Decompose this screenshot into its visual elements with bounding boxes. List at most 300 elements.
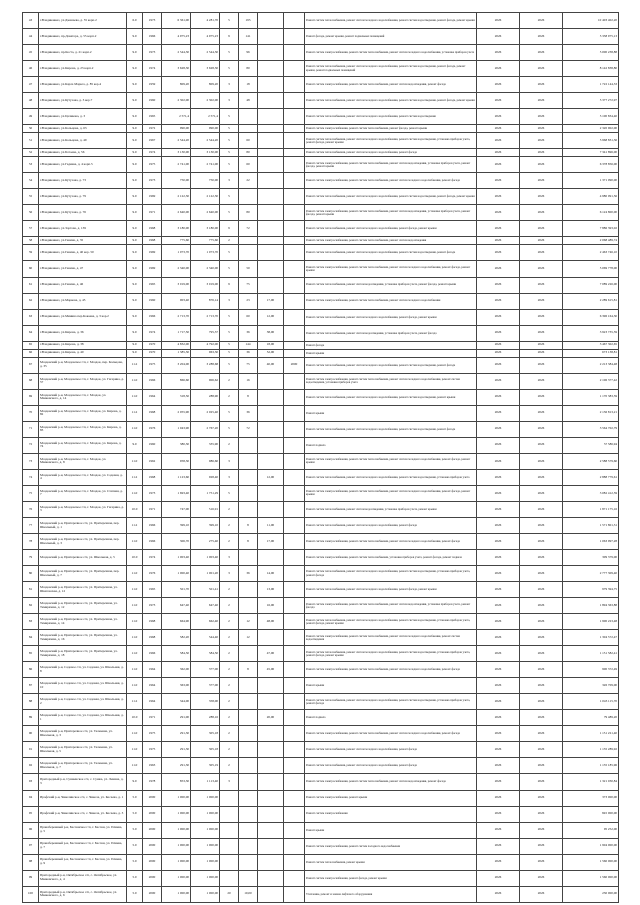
row-work-description: Ремонт систем электроснабжения, ремонт систем холодного водоснабжения: [305, 838, 477, 854]
row-floors: [220, 806, 239, 822]
row-cost: 3 467 302,65: [563, 341, 619, 349]
row-extra: [284, 742, 305, 758]
row-elevator: [258, 261, 284, 277]
row-number: 81: [23, 582, 39, 598]
row-address: Моздокский р-н, Моздокское г/п, г. Моздок, ул. Маяковского, д. 8: [39, 453, 127, 469]
row-extra: [284, 646, 305, 662]
row-work-description: Ремонт систем теплоснабжения, ремонт систем холодного водоснабжения, ремонт систем водоотведения, ремонт фасада: [305, 357, 477, 373]
row-number: 90: [23, 726, 39, 742]
row-floors: 2: [220, 694, 239, 710]
row-year: 1966: [143, 534, 162, 550]
row-area-total: 291,30: [162, 742, 191, 758]
row-floors: 9: [220, 29, 239, 45]
row-number: 55: [23, 189, 39, 205]
row-area-living: 2 340,00: [191, 261, 220, 277]
row-number: 47: [23, 77, 39, 93]
row-area-total: 853,30: [162, 774, 191, 790]
row-area-living: 335,90: [191, 437, 220, 453]
row-number: 56: [23, 205, 39, 221]
row-year-start: 2026: [477, 189, 520, 205]
row-address: г.Владикавказ, ул.Карла Маркса, д. 85 кор.4: [39, 77, 127, 93]
row-address: Моздокский р-н, Притеречное с/п, ул. Притеречная, ул. Темирязева, д. 16: [39, 630, 127, 646]
row-number: 59: [23, 245, 39, 261]
row-extra: [284, 237, 305, 245]
row-elevator: [258, 173, 284, 189]
row-type: 9.0: [127, 237, 143, 245]
row-work-description: Ремонт фасада: [305, 341, 477, 349]
row-area-living: 928,40: [191, 469, 220, 485]
row-work-description: Ремонт систем теплоснабжения, ремонт систем водоотведения, установка приборов учета, ремонт фасада: [305, 325, 477, 341]
row-number: 76: [23, 501, 39, 517]
row-residents: 75: [239, 277, 258, 293]
row-work-description: Ремонт систем электроснабжения, ремонт систем теплоснабжения, ремонт систем холодного водоснабжения, ремонт фасада: [305, 662, 477, 678]
row-year-end: 2026: [520, 45, 563, 61]
row-work-description: Ремонт систем электроснабжения, ремонт систем теплоснабжения, ремонт систем холодного водоснабжения, ремонт фасада: [305, 726, 477, 742]
row-area-total: 4 832,00: [162, 341, 191, 349]
table-row: [23, 710, 619, 726]
row-type: 11.0: [127, 534, 143, 550]
row-area-total: 501,70: [162, 582, 191, 598]
row-type: 11.0: [127, 742, 143, 758]
row-floors: 2: [220, 726, 239, 742]
row-cost: 2 777 309,40: [563, 566, 619, 582]
row-address: г.Владикавказ, ул.Кутузова, д. 73: [39, 173, 127, 189]
row-address: Моздокский р-н, Моздокское г/п, г. Моздок, ул. Кирова, д. 82: [39, 405, 127, 421]
row-floors: 2: [220, 710, 239, 726]
row-year: 1966: [143, 517, 162, 533]
table-row: [23, 389, 619, 405]
row-area-total: 1 000,00: [162, 838, 191, 854]
table-row: [23, 237, 619, 245]
row-address: Пригородный р-н, Октябрьское с/п, с. Октябрьское, ул. Маяковского, д. 4: [39, 870, 127, 886]
row-area-living: 3 130,00: [191, 149, 220, 157]
table-row: [23, 437, 619, 453]
row-year-end: 2026: [520, 550, 563, 566]
row-type: 11.2: [127, 357, 143, 373]
row-number: 83: [23, 614, 39, 630]
row-work-description: Ремонт систем электроснабжения, ремонт систем теплоснабжения, ремонт систем водоотведения, установка приборов учета, ремонт фасада: [305, 598, 477, 614]
row-year: 1969: [143, 245, 162, 261]
table-row: [23, 157, 619, 173]
row-address: Пригородный р-н, Октябрьское с/п, с. Октябрьское, ул. Маяковского, д. 6: [39, 886, 127, 902]
row-year-end: 2026: [520, 221, 563, 237]
row-cost: 1 894 363,88: [563, 598, 619, 614]
row-number: 48: [23, 93, 39, 109]
row-area-total: 2 741,00: [162, 157, 191, 173]
row-type: 11.0: [127, 421, 143, 437]
row-number: 71: [23, 421, 39, 437]
row-address: Моздокский р-н, Садовое с/п, ул. Садовая, ул. Школьная, д. 2: [39, 694, 127, 710]
row-work-description: Ремонт систем электроснабжения, ремонт систем теплоснабжения, ремонт систем холодного водоснабжения, установка приборов учета: [305, 45, 477, 61]
row-type: 11.2: [127, 405, 143, 421]
row-floors: 2: [220, 534, 239, 550]
row-elevator: 47,00: [258, 646, 284, 662]
row-elevator: [258, 742, 284, 758]
row-area-total: 291,00: [162, 710, 191, 726]
row-area-total: 1 000,00: [162, 790, 191, 806]
row-address: Моздокский р-н, Моздокское г/п, г. Моздок, ул. Маяковского, д. 14: [39, 389, 127, 405]
row-number: 75: [23, 485, 39, 501]
row-extra: [284, 293, 305, 309]
row-area-living: 1 000,00: [191, 854, 220, 870]
row-area-living: 1 001,20: [191, 566, 220, 582]
row-year: 1974: [143, 149, 162, 157]
row-cost: 1 571 801,31: [563, 517, 619, 533]
row-type: 11.0: [127, 726, 143, 742]
row-residents: 8: [239, 534, 258, 550]
row-elevator: [258, 237, 284, 245]
row-extra: [284, 582, 305, 598]
table-row: [23, 838, 619, 854]
row-area-total: 1 000,00: [162, 886, 191, 902]
row-year-start: 2026: [477, 109, 520, 125]
row-address: Моздокский р-н, Моздокское г/п, г. Моздок, ул. Гагарина, д. 57: [39, 373, 127, 389]
row-extra: [284, 133, 305, 149]
row-year-end: 2026: [520, 598, 563, 614]
row-extra: [284, 325, 305, 341]
row-floors: 2: [220, 501, 239, 517]
row-year-end: 2026: [520, 13, 563, 29]
row-area-living: 1 003,40: [191, 550, 220, 566]
row-year: 1976: [143, 421, 162, 437]
table-row: [23, 421, 619, 437]
row-residents: [239, 582, 258, 598]
row-year-start: 2026: [477, 662, 520, 678]
row-extra: 2000: [284, 357, 305, 373]
row-area-living: 584,50: [191, 646, 220, 662]
row-elevator: 12,00: [258, 469, 284, 485]
row-cost: 1 900 223,48: [563, 614, 619, 630]
row-number: 74: [23, 469, 39, 485]
row-cost: 2 588 579,60: [563, 453, 619, 469]
row-year-start: 2026: [477, 694, 520, 710]
row-year-start: 2026: [477, 261, 520, 277]
row-year-start: 2026: [477, 582, 520, 598]
row-area-living: 2 713,70: [191, 309, 220, 325]
table-row: [23, 598, 619, 614]
row-type: 9.0: [127, 149, 143, 157]
row-address: г.Владикавказ, ул.Кирова, д. 23 корп.2: [39, 61, 127, 77]
row-elevator: [258, 838, 284, 854]
row-number: 63: [23, 309, 39, 325]
row-year: 1975: [143, 357, 162, 373]
row-year-start: 2026: [477, 357, 520, 373]
row-year: 1974: [143, 325, 162, 341]
row-extra: [284, 790, 305, 806]
row-residents: 80: [239, 149, 258, 157]
row-number: 49: [23, 109, 39, 125]
row-number: 52: [23, 149, 39, 157]
row-year-end: 2026: [520, 678, 563, 694]
row-year: 1959: [143, 77, 162, 93]
table-row: [23, 373, 619, 389]
row-year-end: 2026: [520, 357, 563, 373]
row-extra: [284, 566, 305, 582]
row-residents: [239, 109, 258, 125]
row-area-total: 747,00: [162, 501, 191, 517]
row-work-description: Ремонт систем теплоснабжения, ремонт систем холодного водоснабжения, ремонт систем водоотведения, установка приборов учета, ремонт фасада, ремонт крыши: [305, 133, 477, 149]
row-year-end: 2026: [520, 93, 563, 109]
row-elevator: [258, 421, 284, 437]
row-year-end: 2026: [520, 29, 563, 45]
row-area-living: 544,40: [191, 630, 220, 646]
row-floors: [220, 854, 239, 870]
row-elevator: [258, 109, 284, 125]
table-row: [23, 694, 619, 710]
row-floors: 2: [220, 237, 239, 245]
row-type: 11.0: [127, 678, 143, 694]
row-extra: [284, 614, 305, 630]
row-work-description: Ремонт систем электроснабжения, ремонт систем теплоснабжения, ремонт систем водоотведения: [305, 237, 477, 245]
row-area-total: 903,40: [162, 293, 191, 309]
row-year-end: 2026: [520, 694, 563, 710]
row-year-start: 2026: [477, 517, 520, 533]
table-row: [23, 806, 619, 822]
row-work-description: Утепление, ремонт и замена лифтового оборудования: [305, 886, 477, 902]
row-floors: 2: [220, 742, 239, 758]
row-work-description: Ремонт систем электроснабжения, ремонт систем теплоснабжения, ремонт систем холодного водоснабжения, ремонт фасада, ремонт крыши: [305, 453, 477, 469]
row-cost: 6 396 164,30: [563, 309, 619, 325]
row-address: г.Владикавказ, ул.Генина, д. 40 кор. 50: [39, 245, 127, 261]
row-year-start: 2026: [477, 614, 520, 630]
row-floors: 3: [220, 173, 239, 189]
row-year: 2000: [143, 886, 162, 902]
row-number: 53: [23, 157, 39, 173]
row-area-living: 377,00: [191, 678, 220, 694]
row-year-start: 2026: [477, 325, 520, 341]
row-work-description: Ремонт систем теплоснабжения, ремонт систем водоотведения, установка приборов учета, ремонт крыши: [305, 501, 477, 517]
row-elevator: [258, 373, 284, 389]
row-floors: 5: [220, 245, 239, 261]
row-elevator: [258, 77, 284, 93]
row-year-start: 2026: [477, 157, 520, 173]
row-work-description: Ремонт подвала: [305, 437, 477, 453]
row-year-end: 2026: [520, 389, 563, 405]
row-work-description: Ремонт систем теплоснабжения, ремонт систем холодного водоснабжения, ремонт систем водоотведения: [305, 109, 477, 125]
row-area-living: 4 975,23: [191, 29, 220, 45]
row-elevator: [258, 189, 284, 205]
row-address: Моздокский р-н, Моздокское г/п, г. Моздок, ул. Гагарина, д. 3: [39, 501, 127, 517]
row-number: 46: [23, 61, 39, 77]
row-extra: [284, 886, 305, 902]
table-row: [23, 662, 619, 678]
row-cost: 2 213 384,48: [563, 357, 619, 373]
row-type: 11.2: [127, 517, 143, 533]
row-work-description: Ремонт систем теплоснабжения, ремонт систем холодного водоснабжения, ремонт систем водоотведения, ремонт фасада, ремонт крыши, ремонт подвальных помещений: [305, 61, 477, 77]
row-year-end: 2026: [520, 237, 563, 245]
row-work-description: Ремонт систем электроснабжения, ремонт систем теплоснабжения, ремонт систем холодного водоснабжения, ремонт систем водоотведения: [305, 630, 477, 646]
row-area-total: 1 003,40: [162, 550, 191, 566]
row-floors: 2: [220, 437, 239, 453]
row-work-description: Ремонт систем электроснабжения, ремонт систем теплоснабжения, ремонт систем холодного водоснабжения, ремонт фасада: [305, 534, 477, 550]
row-area-living: 662,40: [191, 614, 220, 630]
row-year-end: 2026: [520, 405, 563, 421]
row-elevator: 45,00: [258, 662, 284, 678]
row-area-living: 288,16: [191, 710, 220, 726]
row-elevator: 13,00: [258, 582, 284, 598]
row-cost: 7 341 896,00: [563, 149, 619, 157]
row-year-start: 2026: [477, 501, 520, 517]
row-year: 1962: [143, 453, 162, 469]
row-type: 11.2: [127, 694, 143, 710]
row-extra: [284, 501, 305, 517]
row-work-description: Ремонт систем электроснабжения, ремонт крыши: [305, 790, 477, 806]
row-floors: 5: [220, 341, 239, 349]
row-area-living: 1 000,00: [191, 886, 220, 902]
row-work-description: Ремонт крыши: [305, 349, 477, 357]
row-elevator: [258, 758, 284, 774]
row-address: Моздокский р-н, Моздокское г/п, г. Моздок, ул. Кирова, д. 74: [39, 437, 127, 453]
row-residents: 50: [239, 261, 258, 277]
row-cost: 79 489,20: [563, 710, 619, 726]
row-year-start: 2026: [477, 886, 520, 902]
row-type: 6.0: [127, 13, 143, 29]
row-floors: 2: [220, 373, 239, 389]
row-residents: [239, 726, 258, 742]
row-extra: [284, 534, 305, 550]
row-area-living: 1 000,00: [191, 790, 220, 806]
row-area-total: 1 000,40: [162, 566, 191, 582]
table-row: [23, 646, 619, 662]
row-year-end: 2026: [520, 109, 563, 125]
row-number: 98: [23, 854, 39, 870]
row-year-end: 2026: [520, 790, 563, 806]
row-cost: 3 082 412,59: [563, 485, 619, 501]
row-floors: 2: [220, 662, 239, 678]
row-extra: [284, 854, 305, 870]
row-extra: [284, 405, 305, 421]
row-area-total: 291,30: [162, 758, 191, 774]
row-elevator: 48,00: [258, 614, 284, 630]
table-row: [23, 886, 619, 902]
row-cost: 309 379,00: [563, 550, 619, 566]
row-floors: 2: [220, 389, 239, 405]
row-residents: [239, 742, 258, 758]
row-area-living: 2 544,20: [191, 133, 220, 149]
row-area-living: 358,00: [191, 694, 220, 710]
row-area-total: 3 204,00: [162, 357, 191, 373]
row-year-start: 2026: [477, 13, 520, 29]
row-floors: 3: [220, 550, 239, 566]
row-elevator: 18,00: [258, 341, 284, 349]
row-elevator: [258, 149, 284, 157]
row-number: 79: [23, 550, 39, 566]
row-area-total: 582,20: [162, 630, 191, 646]
row-year-end: 2026: [520, 662, 563, 678]
row-year-end: 2026: [520, 469, 563, 485]
row-cost: 1 321 030,84: [563, 774, 619, 790]
table-row: [23, 205, 619, 221]
row-year-start: 2026: [477, 678, 520, 694]
row-year-end: 2026: [520, 77, 563, 93]
row-year-end: 2026: [520, 293, 563, 309]
row-work-description: Ремонт систем электроснабжения, ремонт систем теплоснабжения, ремонт фасада, ремонт крыши: [305, 125, 477, 133]
table-row: [23, 822, 619, 838]
row-area-living: 516,91: [191, 501, 220, 517]
row-type: 11.0: [127, 630, 143, 646]
row-extra: [284, 662, 305, 678]
row-type: 9.0: [127, 277, 143, 293]
row-extra: [284, 774, 305, 790]
row-year-start: 2026: [477, 205, 520, 221]
row-type: 9.0: [127, 157, 143, 173]
table-row: [23, 13, 619, 29]
row-year-end: 2026: [520, 758, 563, 774]
row-number: 93: [23, 774, 39, 790]
row-year-end: 2026: [520, 646, 563, 662]
row-address: Моздокский р-н, Садовое с/п, ул. Садовая, ул. Школьная, д. 1: [39, 710, 127, 726]
row-area-living: 963,30: [191, 349, 220, 357]
row-year: 1964: [143, 678, 162, 694]
row-year-end: 2026: [520, 742, 563, 758]
row-residents: 22: [239, 173, 258, 189]
table-row: [23, 726, 619, 742]
row-area-living: 1 113,40: [191, 774, 220, 790]
row-type: 11.0: [127, 389, 143, 405]
row-elevator: [258, 854, 284, 870]
row-cost: 1 304 572,47: [563, 630, 619, 646]
row-floors: 2: [220, 598, 239, 614]
row-extra: [284, 45, 305, 61]
row-floors: 5: [220, 157, 239, 173]
row-residents: 12: [239, 614, 258, 630]
row-area-living: 1 000,00: [191, 806, 220, 822]
row-cost: 1 135 185,96: [563, 758, 619, 774]
row-extra: [284, 726, 305, 742]
row-year: 1966: [143, 646, 162, 662]
table-row: [23, 61, 619, 77]
row-year: 2000: [143, 806, 162, 822]
row-year-end: 2026: [520, 277, 563, 293]
row-floors: [220, 870, 239, 886]
row-floors: 5: [220, 405, 239, 421]
row-year: 1971: [143, 710, 162, 726]
row-floors: 5: [220, 485, 239, 501]
row-elevator: [258, 485, 284, 501]
row-extra: [284, 453, 305, 469]
row-type: 9.0: [127, 45, 143, 61]
row-cost: 373 000,00: [563, 790, 619, 806]
row-year-start: 2026: [477, 838, 520, 854]
row-area-total: 306,70: [162, 534, 191, 550]
row-work-description: Ремонт систем теплоснабжения, ремонт систем холодного водоснабжения, ремонт фасада, ремонт крыши: [305, 582, 477, 598]
row-year: 1970: [143, 341, 162, 349]
row-area-total: 1 043,90: [162, 421, 191, 437]
row-extra: [284, 157, 305, 173]
row-type: 9.0: [127, 133, 143, 149]
row-year-start: 2026: [477, 726, 520, 742]
row-year-end: 2026: [520, 566, 563, 582]
row-work-description: Ремонт систем теплоснабжения, ремонт систем холодного водоснабжения, ремонт систем водоотведения, ремонт фасада: [305, 245, 477, 261]
row-type: 11.2: [127, 469, 143, 485]
row-area-living: 809,20: [191, 77, 220, 93]
row-floors: 5: [220, 149, 239, 157]
row-year-start: 2026: [477, 550, 520, 566]
row-residents: [239, 838, 258, 854]
row-floors: 5: [220, 125, 239, 133]
table-row: [23, 325, 619, 341]
row-residents: 8: [239, 662, 258, 678]
row-work-description: Ремонт подвала: [305, 710, 477, 726]
row-residents: [239, 854, 258, 870]
row-address: Моздокский р-н, Садовое с/п, ул. Садовая, ул. Школьная, д. 8: [39, 662, 127, 678]
row-year-end: 2026: [520, 534, 563, 550]
table-row: [23, 870, 619, 886]
row-year-end: 2026: [520, 125, 563, 133]
row-extra: [284, 389, 305, 405]
row-floors: 3: [220, 469, 239, 485]
row-year-end: 2026: [520, 437, 563, 453]
